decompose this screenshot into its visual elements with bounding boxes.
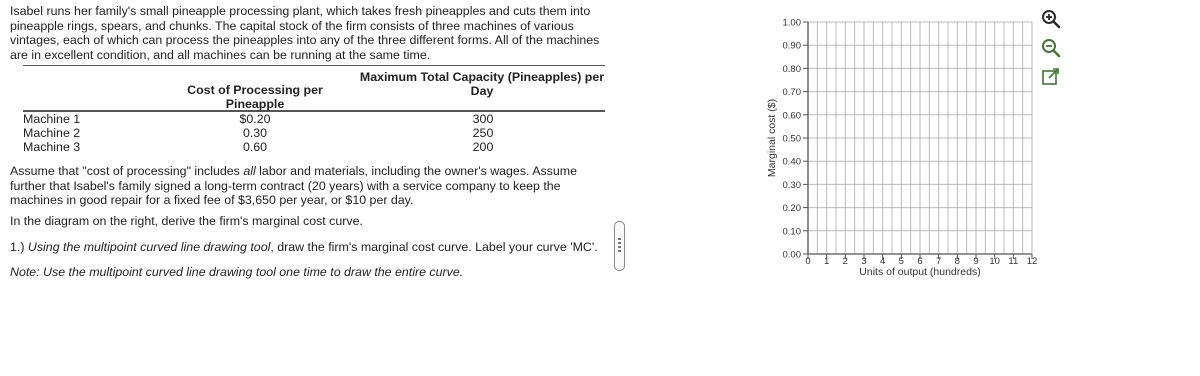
expand-button[interactable] <box>1040 66 1070 88</box>
problem-panel <box>10 4 610 62</box>
expand-icon <box>1040 66 1062 88</box>
machine-name: Machine 1 <box>23 112 81 126</box>
machine-cost: 0.30 <box>242 126 268 140</box>
machine-name: Machine 2 <box>23 126 81 140</box>
header-capacity: Maximum Total Capacity (Pineapples) per Day <box>359 70 605 98</box>
table-row <box>23 140 605 154</box>
y-tick-label: 0.20 <box>782 203 801 215</box>
assumption-post: labor and materials, including the owner's wages. Assume further that Isabel's family signed a long-term contract (20 years) with a service company to keep the machines in good repair for a fixed fee of $3,650 per year, or $10 per day. <box>10 164 577 208</box>
x-tick-label: 12 <box>1026 256 1038 267</box>
header-cost: Cost of Processing per Pineapple <box>187 83 323 111</box>
marginal-cost-graph[interactable] <box>760 0 1050 290</box>
x-tick-label: 10 <box>989 256 1000 267</box>
zoom-out-icon <box>1040 37 1062 59</box>
x-tick-label: 2 <box>842 256 848 267</box>
machine-table <box>23 65 605 154</box>
y-axis-label: Marginal cost ($) <box>766 98 778 178</box>
machine-capacity: 250 <box>472 126 494 140</box>
zoom-in-icon <box>1040 8 1062 30</box>
assumption-pre: Assume that "cost of processing" includes <box>10 164 244 178</box>
x-tick-label: 9 <box>973 256 979 267</box>
y-tick-label: 1.00 <box>782 17 801 29</box>
x-tick-label: 1 <box>824 256 830 267</box>
x-tick-label: 11 <box>1008 256 1019 267</box>
x-tick-label: 8 <box>954 256 960 267</box>
zoom-out-button[interactable] <box>1040 37 1070 59</box>
table-row <box>23 126 605 140</box>
table-row <box>23 112 605 126</box>
step1-prefix: 1.) <box>10 240 28 254</box>
machine-name: Machine 3 <box>23 140 81 154</box>
machine-cost: $0.20 <box>239 112 271 126</box>
step1-rest: , draw the firm's marginal cost curve. Label your curve 'MC'. <box>270 240 598 254</box>
y-tick-label: 0.00 <box>782 249 801 261</box>
note-text <box>10 265 610 280</box>
y-tick-label: 0.70 <box>782 87 801 99</box>
y-tick-label: 0.40 <box>782 156 801 168</box>
assumption-emphasis: all <box>243 164 256 178</box>
zoom-in-button[interactable] <box>1040 8 1070 30</box>
step1-instruction <box>10 240 610 255</box>
x-tick-label: 6 <box>917 256 923 267</box>
note-emphasis: Note: Use the multipoint curved line drawing tool one time to draw the entire curve. <box>10 265 464 279</box>
step1-tool-name: Using the multipoint curved line drawing tool <box>27 240 271 254</box>
x-tick-label: 4 <box>880 256 886 267</box>
machine-capacity: 300 <box>472 112 494 126</box>
y-tick-label: 0.50 <box>782 133 801 145</box>
x-axis-label: Units of output (hundreds) <box>859 266 981 278</box>
x-tick-label: 0 <box>805 256 811 267</box>
x-tick-label: 5 <box>898 256 904 267</box>
x-tick-label: 3 <box>861 256 867 267</box>
machine-capacity: 200 <box>472 140 494 154</box>
y-tick-label: 0.90 <box>782 40 801 52</box>
problem-intro: Isabel runs her family's small pineapple processing plant, which takes fresh pineapples and cuts them into pineapple rings, spears, and chunks. The capital stock of the firm consists of three machines of various vintages, each of which can process the pineapples into any of the three different forms. All of the machines are in excellent condition, and all machines can be running at the same time. <box>10 4 600 62</box>
y-tick-label: 0.60 <box>782 110 801 122</box>
derive-instruction: In the diagram on the right, derive the firm's marginal cost curve. <box>10 214 363 228</box>
x-tick-label: 7 <box>936 256 942 267</box>
y-tick-label: 0.10 <box>782 226 801 238</box>
y-tick-label: 0.80 <box>782 63 801 75</box>
y-tick-label: 0.30 <box>782 179 801 191</box>
assumption-text <box>10 164 610 208</box>
table-header <box>23 65 605 112</box>
pane-resize-handle[interactable] <box>614 221 625 271</box>
machine-cost: 0.60 <box>242 140 268 154</box>
